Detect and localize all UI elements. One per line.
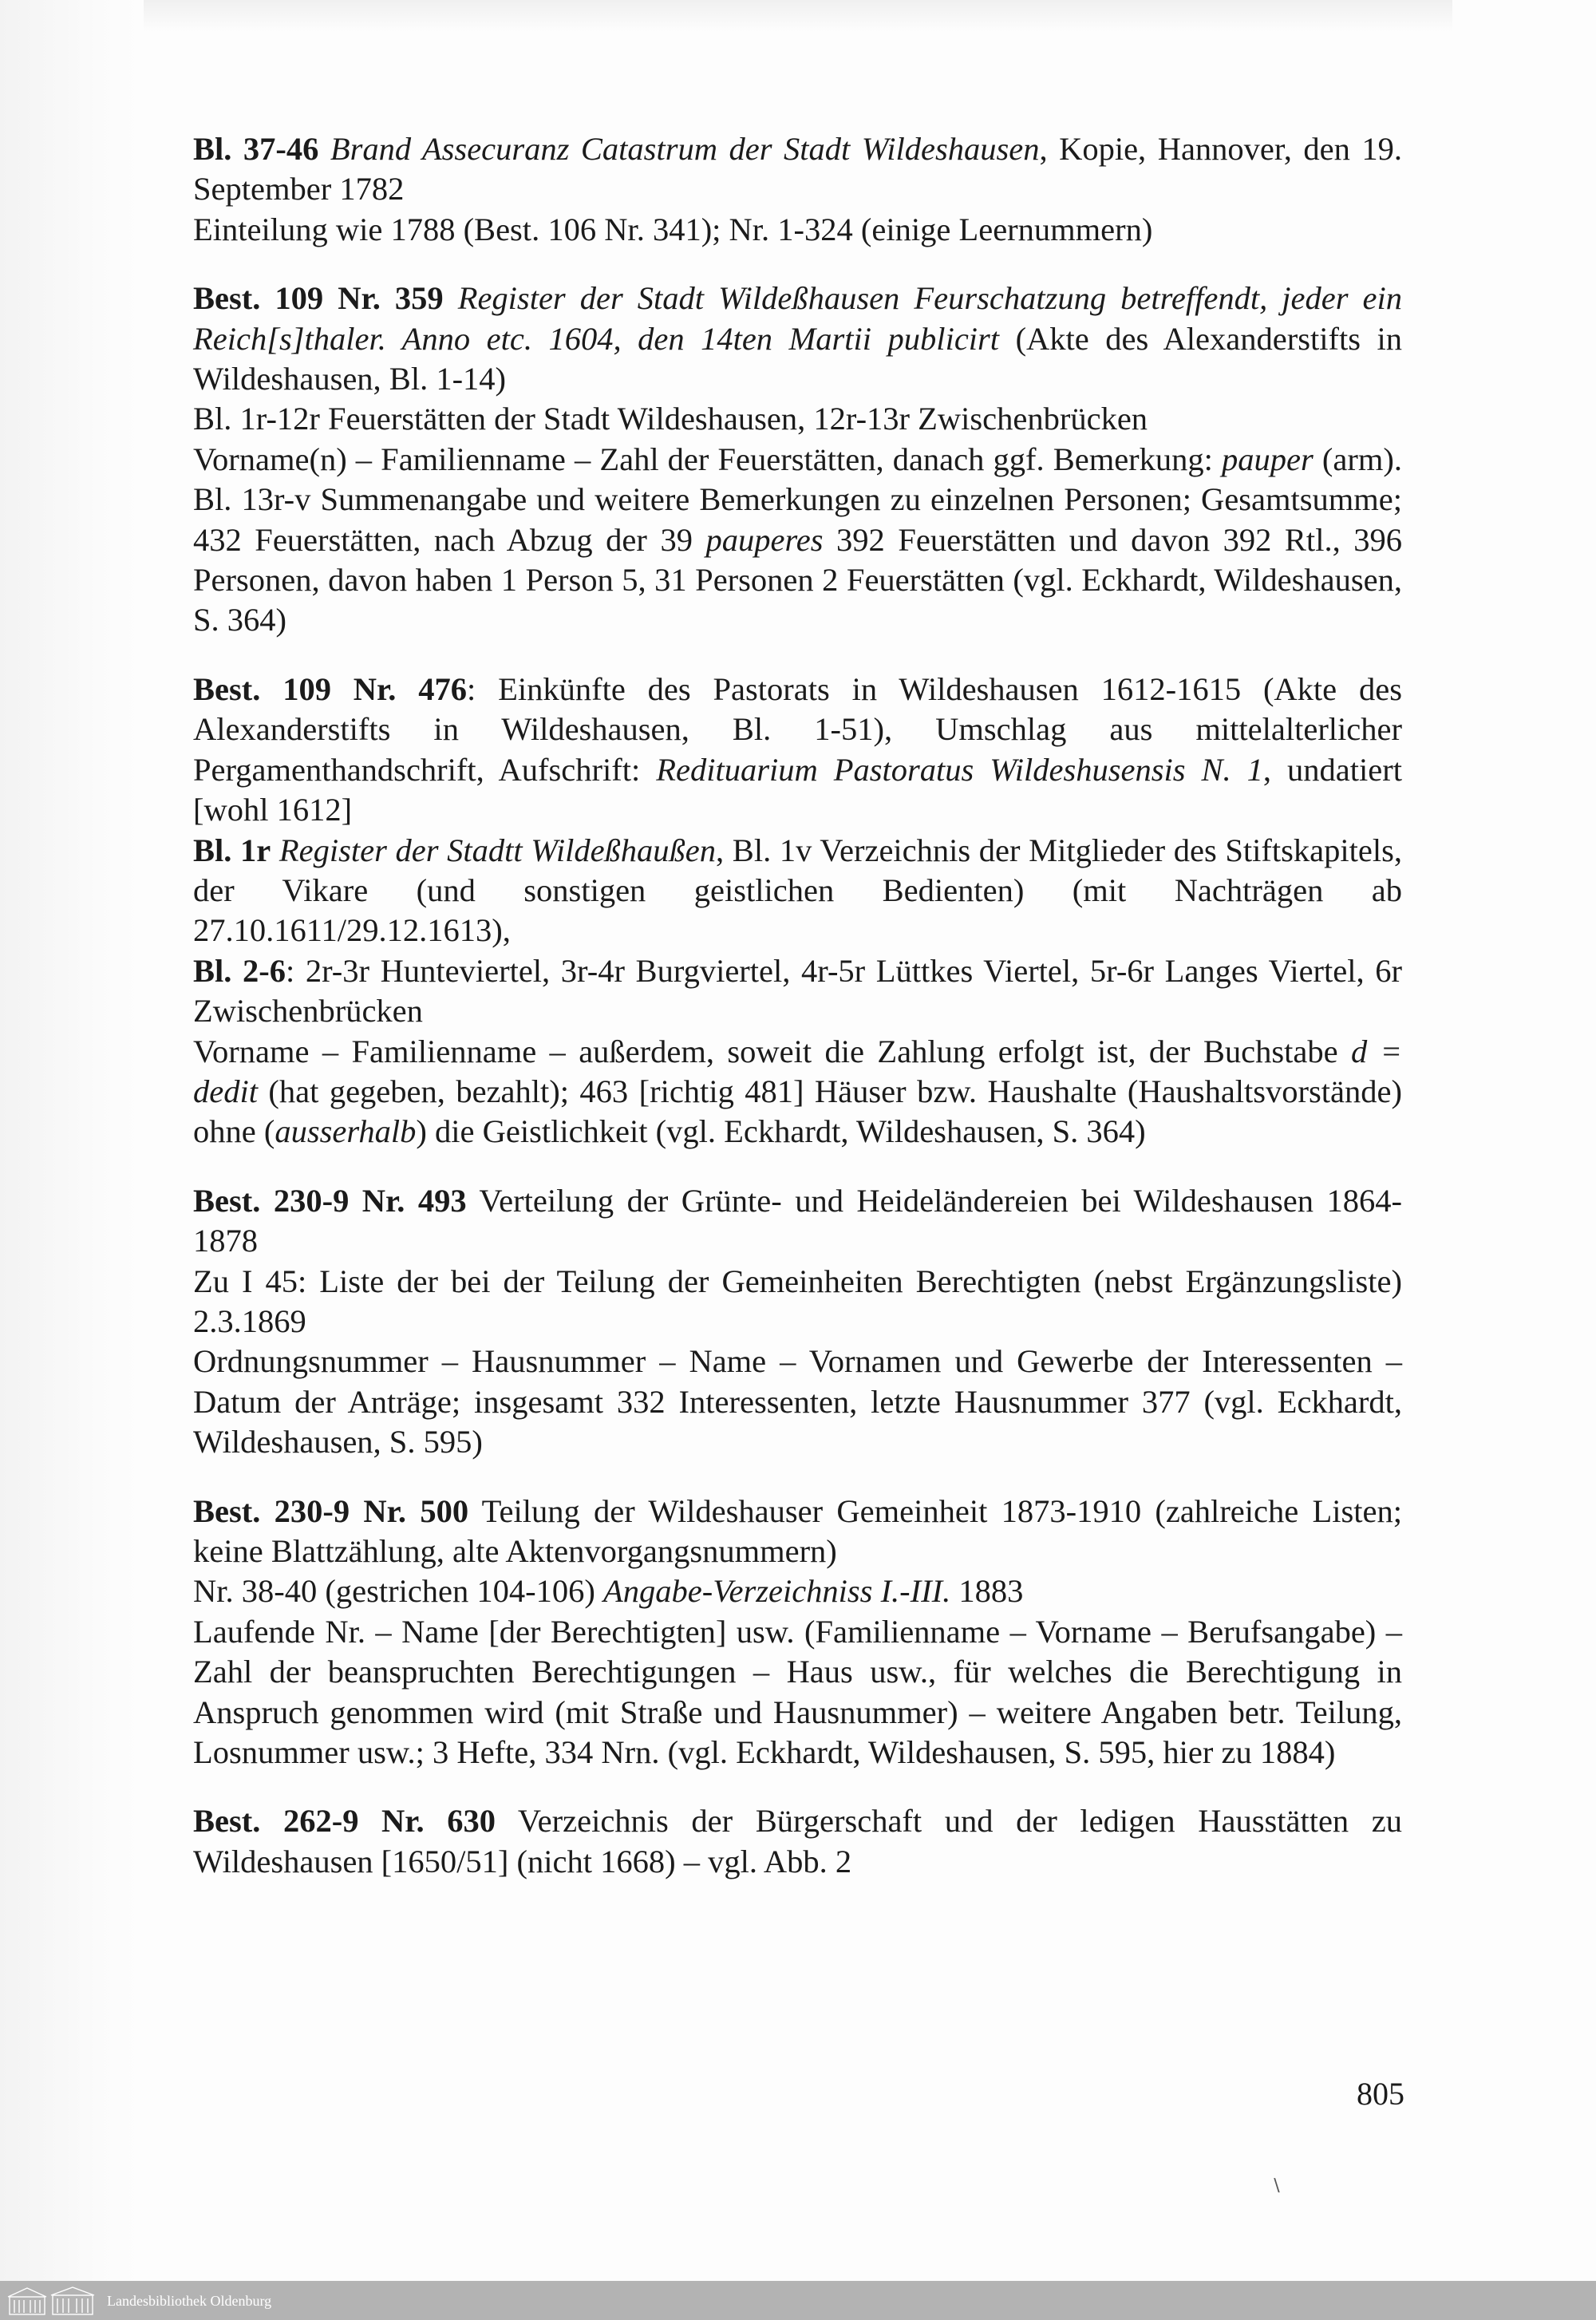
entry-title: Register der Stadt Wildeßhausen Feurschatzung betreffendt, jeder ein Reich[s]thaler. Anno etc. 1604, den 14ten Martii publicirt (193, 280, 1403, 357)
entry-text: Bl. 1r-12r Feuerstätten der Stadt Wildeshausen, 12r-13r Zwischenbrücken (193, 401, 1148, 437)
entry-paragraph (193, 440, 1402, 641)
latin-term: d = dedit (193, 1033, 1402, 1109)
entry-reference: Best. 109 Nr. 359 (193, 280, 444, 317)
entry-paragraph (193, 1262, 1402, 1342)
entry-best-109-nr-476 (193, 670, 1402, 1152)
entry-paragraph (193, 1571, 1402, 1611)
entry-heading (193, 1181, 1402, 1262)
entry-text: Einteilung wie 1788 (Best. 106 Nr. 341); Nr. 1-324 (einige Leernummern) (193, 211, 1153, 247)
entry-text: Nr. 38-40 (gestrichen 104-106) (193, 1573, 604, 1610)
entry-heading (193, 1492, 1402, 1572)
entry-best-230-9-nr-500 (193, 1492, 1402, 1773)
entry-reference: Best. 109 Nr. 476 (193, 670, 468, 707)
entry-text: (Akte des Alexanderstifts in Wildeshausen, Bl. 1-14) (193, 320, 1402, 397)
entry-title: Redituarium Pastoratus Wildeshusensis N. 1 (656, 751, 1263, 788)
entry-reference: Bl. 37-46 (193, 131, 319, 167)
entry-reference: Best. 230-9 Nr. 493 (193, 1182, 467, 1219)
entry-paragraph (193, 399, 1402, 439)
entry-title: Register der Stadtt Wildeßhaußen (279, 832, 717, 868)
library-building-logo-icon (6, 2286, 96, 2316)
entry-text: ) die Geistlichkeit (vgl. Eckhardt, Wildeshausen, S. 364) (416, 1113, 1146, 1150)
entry-paragraph (193, 831, 1402, 951)
entry-text: Verzeichnis der Bürgerschaft und der ledigen Hausstätten zu Wildeshausen [1650/51] (nicht 1668) – vgl. Abb. 2 (193, 1803, 1402, 1879)
entry-paragraph (193, 1032, 1402, 1152)
entry-text: Verteilung der Grünte- und Heideländereien bei Wildeshausen 1864-1878 (193, 1182, 1403, 1259)
latin-term: pauper (1222, 441, 1314, 477)
page-top-edge (144, 0, 1452, 32)
entry-text: (arm). Bl. 13r-v Summenangabe und weitere Bemerkungen zu einzelnen Personen; Gesamtsumme; 432 Feuerstätten, nach Abzug der 39 (193, 441, 1402, 558)
footer-bar (0, 2281, 1596, 2320)
entry-reference: Best. 262-9 Nr. 630 (193, 1803, 496, 1840)
entry-text: Teilung der Wildeshauser Gemeinheit 1873-1910 (zahlreiche Listen; keine Blattzählung, alte Aktenvorgangsnummern) (193, 1492, 1402, 1569)
latin-term: pauperes (705, 521, 824, 558)
document-body (193, 129, 1402, 1911)
latin-term: ausserhalb (275, 1113, 417, 1150)
entry-text: 1883 (950, 1573, 1024, 1610)
entry-paragraph (193, 1342, 1402, 1462)
entry-reference: Bl. 2-6 (193, 952, 286, 989)
library-name: Landesbibliothek Oldenburg (107, 2293, 272, 2309)
entry-text: , undatiert [wohl 1612] (193, 751, 1402, 828)
entry-text: Laufende Nr. – Name [der Berechtigten] usw. (Familienname – Vorname – Berufsangabe) – Zahl der beanspruchten Berechtigungen – Haus usw., für welches die Berechtigung in Anspruch genommen wird (mit Straße und Hausnummer) – weitere Angaben betr. Teilung, Losnummer usw.; 3 Hefte, 334 Nrn. (vgl. Eckhardt, Wildeshausen, S. 595, hier zu 1884) (193, 1613, 1402, 1771)
page-number: 805 (1357, 2076, 1404, 2112)
entry-text: : Einkünfte des Pastorats in Wildeshausen 1612-1615 (Akte des Alexanderstifts in Wildeshausen, Bl. 1-51), Umschlag aus mittelalterlicher Pergamenthandschrift, Aufschrift: (193, 670, 1402, 788)
entry-text: : 2r-3r Hunteviertel, 3r-4r Burgviertel, 4r-5r Lüttkes Viertel, 5r-6r Langes Viertel, 6r Zwischenbrücken (193, 952, 1402, 1030)
entry-paragraph (193, 210, 1402, 250)
entry-title: Angabe-Verzeichniss I.-III. (603, 1573, 951, 1610)
entry-best-230-9-nr-493 (193, 1181, 1402, 1463)
entry-heading (193, 279, 1402, 399)
entry-heading (193, 1801, 1402, 1882)
entry-title: Brand Assecuranz Catastrum der Stadt Wildeshausen (330, 131, 1040, 167)
entry-text: Zu I 45: Liste der bei der Teilung der Gemeinheiten Berechtigten (nebst Ergänzungsliste) 2.3.1869 (193, 1263, 1402, 1339)
entry-text: Ordnungsnummer – Hausnummer – Name – Vornamen und Gewerbe der Interessenten – Datum der Anträge; insgesamt 332 Interessenten, letzte Hausnummer 377 (vgl. Eckhardt, Wildeshausen, S. 595) (193, 1343, 1402, 1460)
entry-reference: Best. 230-9 Nr. 500 (193, 1492, 469, 1529)
page-gutter-shadow (0, 0, 140, 2281)
entry-text: , Kopie, Hannover, den 19. September 1782 (193, 131, 1402, 207)
entry-heading (193, 129, 1402, 210)
entry-text: (hat gegeben, bezahlt); 463 [richtig 481] Häuser bzw. Haushalte (Haushaltsvorstände) ohne ( (193, 1073, 1402, 1150)
entry-reference: Bl. 1r (193, 832, 271, 868)
entry-paragraph (193, 951, 1402, 1032)
entry-bl-37-46 (193, 129, 1402, 250)
entry-text: , Bl. 1v Verzeichnis der Mitglieder des Stiftskapitels, der Vikare (und sonstigen geistlichen Bedienten) (mit Nachträgen ab 27.10.1611/29.12.1613), (193, 832, 1403, 949)
entry-text: Vorname – Familienname – außerdem, soweit die Zahlung erfolgt ist, der Buchstabe (193, 1033, 1352, 1069)
scan-speck-icon: ∖ (1270, 2176, 1282, 2196)
entry-best-109-nr-359 (193, 279, 1402, 641)
entry-text: 392 Feuerstätten und davon 392 Rtl., 396 Personen, davon haben 1 Person 5, 31 Personen 2 Feuerstätten (vgl. Eckhardt, Wildeshausen, S. 364) (193, 521, 1402, 638)
entry-heading (193, 670, 1402, 831)
entry-best-262-9-nr-630 (193, 1801, 1402, 1882)
entry-paragraph (193, 1612, 1402, 1773)
entry-text: Vorname(n) – Familienname – Zahl der Feuerstätten, danach ggf. Bemerkung: (193, 441, 1223, 477)
